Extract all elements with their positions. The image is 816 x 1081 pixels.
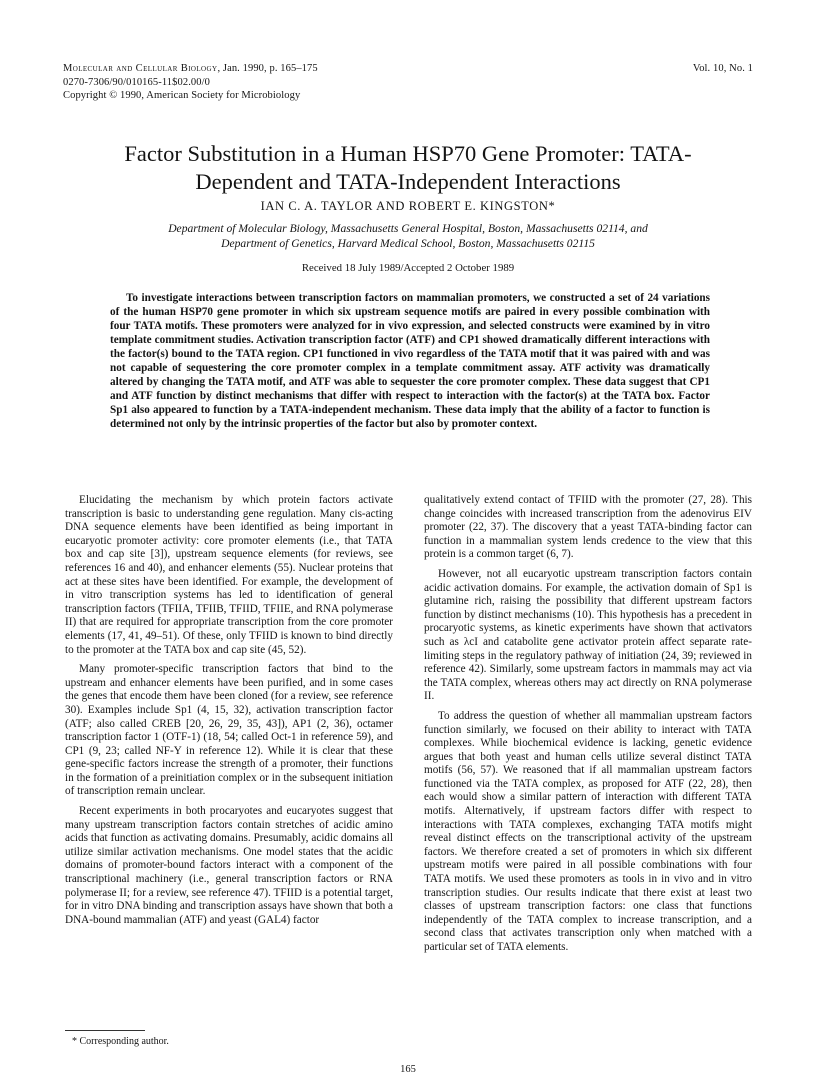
paragraph: Elucidating the mechanism by which protein factors activate transcription is basic to understanding gene regulation. Many cis-acting DNA sequence elements have been identified as being important in eucaryotic promoter activity: core promoter elements (i.e., that TATA box and cap site [3]), upstream sequence elements (for reviews, see references 16 and 40), and enhancer elements (55). Nuclear proteins that act at these sites have been identified. For example, the development of in vitro transcription systems has led to identification of general transcription factors (TFIIA, TFIIB, TFIID, TFIIE, and RNA polymerase II) that are required for appropriate transcription from the core promoter elements (17, 41, 49–51). Of these, only TFIID is known to bind directly to the promoter at the TATA box and cap site (45, 52). — [65, 494, 393, 656]
article-code: 0270-7306/90/010165-11$02.00/0 — [63, 76, 210, 88]
paragraph: qualitatively extend contact of TFIID with the promoter (27, 28). This change coincides with increased transcription from the adenovirus EIV promoter (22, 37). The discovery that a yeast TATA-binding factor can function in a mammalian system lends credence to the view that this protein is a common target (6, 7). — [424, 494, 752, 561]
paragraph: Recent experiments in both procaryotes and eucaryotes suggest that many upstream transcription factors contain stretches of acidic amino acids that function as activating domains. Presumably, acidic domains all utilize similar activation mechanisms. One model states that the acidic domains of promoter-bound factors interact with a component of the transcriptional machinery (i.e., general transcription factors or RNA polymerase II; for a review, see reference 47). TFIID is a potential target, for in vitro DNA binding and transcription assays have shown that both a DNA-bound mammalian (ATF) and yeast (GAL4) factor — [65, 805, 393, 926]
received-dates: Received 18 July 1989/Accepted 2 October 1989 — [301, 262, 515, 274]
footnote-divider — [65, 1030, 145, 1031]
article-title — [60, 140, 756, 196]
paragraph: To address the question of whether all mammalian upstream factors function similarly, we focused on their ability to interact with TATA complexes. While biochemical evidence is lacking, genetic evidence argues that both yeast and human cells utilize several distinct TATA motifs (56, 57). We reasoned that if all mammalian upstream factors functioned via the TATA complex, as proposed for ATF (22, 28), then each would show a similar pattern of interaction with different TATA motifs. Alternatively, if upstream factors differ with respect to interactions with TATA complexes, exchanging TATA motifs might reveal distinct effects on the transcriptional activity of the upstream factors. We therefore created a set of promoters in which six different upstream motifs were paired in all possible combinations with four TATA motifs. We used these promoters as tools in in vivo and in vitro transcription studies. Our results indicate that there exist at least two classes of upstream transcription factors: one class that functions independently of the TATA complex to increase transcription, and a second class that activates transcription only when matched with a particular set of TATA elements. — [424, 709, 752, 953]
body-column-right — [424, 494, 752, 961]
title-line-2: Dependent and TATA-Independent Interactions — [195, 169, 621, 194]
page-number: 165 — [400, 1064, 416, 1075]
journal-name: Molecular and Cellular Biology — [63, 63, 218, 74]
footnote: * Corresponding author. — [72, 1036, 169, 1047]
author-list: IAN C. A. TAYLOR AND ROBERT E. KINGSTON* — [260, 199, 556, 213]
body-column-left — [65, 494, 393, 933]
affiliation-1: Department of Molecular Biology, Massachusetts General Hospital, Boston, Massachusetts 02114, and — [168, 222, 648, 235]
issue-info: , Jan. 1990, p. 165–175 — [217, 63, 318, 74]
running-header — [63, 62, 753, 103]
abstract: To investigate interactions between transcription factors on mammalian promoters, we constructed a set of 24 variations of the human HSP70 gene promoter in which six upstream sequence motifs are paired in every possible combination with four TATA motifs. These promoters were analyzed for in vivo expression, and selected constructs were examined by in vitro template commitment studies. Activation transcription factor (ATF) and CP1 showed dramatically different interactions with the factor(s) bound to the TATA region. CP1 functioned in vivo regardless of the TATA motif that it was paired with and was not capable of sequestering the core promoter complex in a template commitment assay. ATF activity was dramatically altered by changing the TATA motif, and ATF was able to sequester the core promoter complex. These data suggest that CP1 and ATF function by distinct mechanisms that differ with respect to interaction with the factor(s) at the TATA box. Factor Sp1 also appeared to function by a TATA-independent mechanism. These data imply that the ability of a factor to function is determined not only by the intrinsic properties of the factor but also by promoter context. — [110, 292, 710, 430]
volume-info: Vol. 10, No. 1 — [692, 63, 753, 74]
paragraph: Many promoter-specific transcription factors that bind to the upstream and enhancer elements have been purified, and in some cases the genes that encode them have been cloned (for a review, see reference 30). Examples include Sp1 (4, 15, 32), activation transcription factor (ATF; also called CREB [20, 26, 29, 35, 43]), AP1 (2, 36), octamer transcription factor 1 (OTF-1) (18, 54; called Oct-1 in reference 59), and CP1 (9, 23; called NF-Y in reference 12). While it is clear that these gene-specific factors increase the strength of a promoter, their functions in the formation of a preinitiation complex or in the subsequent initiation of transcription remain unclear. — [65, 663, 393, 798]
paragraph: However, not all eucaryotic upstream transcription factors contain acidic activation domains. For example, the activation domain of Sp1 is glutamine rich, raising the possibility that different upstream factors function by distinct mechanisms (10). This hypothesis has a precedent in procaryotic systems, as kinetic experiments have shown that activators such as λcI and catabolite gene activator protein affect separate rate-limiting steps in the regulatory pathway of initiation (24, 39; reviewed in reference 42). Similarly, some upstream factors in mammals may act via the TATA complex, whereas others may act directly on RNA polymerase II. — [424, 567, 752, 703]
copyright-line: Copyright © 1990, American Society for Microbiology — [63, 90, 301, 101]
title-line-1: Factor Substitution in a Human HSP70 Gene Promoter: TATA- — [124, 141, 692, 166]
affiliations — [60, 221, 756, 251]
affiliation-2: Department of Genetics, Harvard Medical School, Boston, Massachusetts 02115 — [221, 237, 595, 250]
